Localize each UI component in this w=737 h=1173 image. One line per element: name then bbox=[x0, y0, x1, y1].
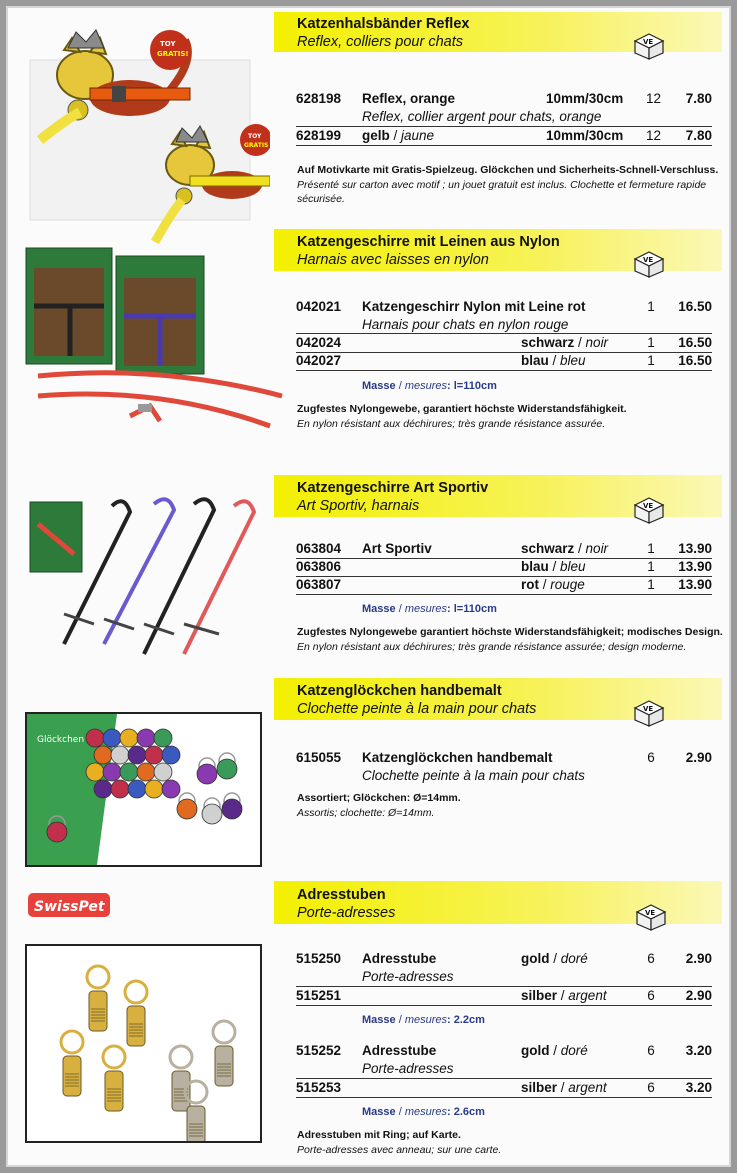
description-de: Auf Motivkarte mit Gratis-Spielzeug. Glöckchen und Sicherheits-Schnell-Verschluss. bbox=[297, 164, 719, 176]
bell bbox=[120, 763, 138, 781]
description-de: Adresstuben mit Ring; auf Karte. bbox=[297, 1129, 461, 1141]
bell bbox=[128, 746, 146, 764]
tube-ring bbox=[170, 1046, 192, 1068]
product-price: 13.90 bbox=[678, 577, 712, 592]
product-price: 13.90 bbox=[678, 559, 712, 574]
product-color: gold / doré bbox=[521, 951, 588, 966]
description-fr: Présenté sur carton avec motif ; un jouet gratuit est inclus. Clochette et fermeture rapide sécurisée. bbox=[297, 178, 707, 205]
reflex-collar-image bbox=[20, 20, 270, 245]
product-qty: 12 bbox=[646, 128, 662, 143]
description-de: Zugfestes Nylongewebe garantiert höchste Widerstandsfähigkeit; modisches Design. bbox=[297, 626, 723, 638]
section-description bbox=[297, 625, 727, 654]
description-fr: En nylon résistant aux déchirures; très grande résistance assurée. bbox=[297, 417, 606, 430]
section-title-de: Katzengeschirre Art Sportiv bbox=[297, 480, 489, 496]
product-qty: 1 bbox=[647, 299, 655, 314]
product-color: blau / bleu bbox=[521, 559, 586, 574]
product-qty: 1 bbox=[647, 353, 655, 368]
product-name-fr: Clochette peinte à la main pour chats bbox=[362, 768, 585, 783]
description-fr: Porte-adresses avec anneau; sur une carte. bbox=[297, 1143, 502, 1156]
bell bbox=[47, 822, 67, 842]
product-qty: 1 bbox=[647, 577, 655, 592]
product-qty: 6 bbox=[647, 988, 655, 1003]
bell bbox=[154, 763, 172, 781]
ve-box-icon bbox=[634, 902, 668, 932]
product-qty: 6 bbox=[647, 750, 655, 765]
row-divider bbox=[296, 1005, 712, 1006]
product-color: rot / rouge bbox=[521, 577, 585, 592]
address-tube bbox=[63, 1056, 81, 1096]
bell bbox=[197, 764, 217, 784]
section-title-de: Adresstuben bbox=[297, 887, 386, 903]
product-color: gold / doré bbox=[521, 1043, 588, 1058]
svg-text:TOY: TOY bbox=[248, 133, 262, 140]
product-size: 10mm/30cm bbox=[546, 128, 624, 143]
bell bbox=[103, 763, 121, 781]
row-divider bbox=[296, 1097, 712, 1098]
bells-card-label: Glöckchen bbox=[37, 735, 85, 745]
product-price: 2.90 bbox=[685, 988, 712, 1003]
address-tubes-image bbox=[25, 944, 262, 1143]
bell bbox=[145, 780, 163, 798]
description-de: Zugfestes Nylongewebe, garantiert höchste Widerstandsfähigkeit. bbox=[297, 403, 627, 415]
svg-text:TOY: TOY bbox=[160, 40, 176, 48]
bell bbox=[128, 780, 146, 798]
section-description bbox=[297, 402, 727, 431]
product-name-fr: Porte-adresses bbox=[362, 1061, 454, 1076]
product-name-fr: Porte-adresses bbox=[362, 969, 454, 984]
ve-box-icon bbox=[632, 249, 666, 279]
svg-text:SwissPet: SwissPet bbox=[34, 899, 105, 915]
bell bbox=[86, 729, 104, 747]
product-price: 2.90 bbox=[685, 750, 712, 765]
product-name-fr: Harnais pour chats en nylon rouge bbox=[362, 317, 569, 332]
description-fr: Assortis; clochette: Ø=14mm. bbox=[297, 806, 435, 819]
bell bbox=[217, 759, 237, 779]
product-price: 16.50 bbox=[678, 353, 712, 368]
tube-ring bbox=[103, 1046, 125, 1068]
product-name: Adresstube bbox=[362, 951, 437, 966]
row-divider bbox=[296, 333, 712, 334]
bells-image bbox=[25, 712, 262, 867]
bell bbox=[162, 746, 180, 764]
article-number: 042027 bbox=[296, 353, 342, 368]
svg-text:VE: VE bbox=[645, 909, 656, 917]
ve-box-icon bbox=[632, 698, 666, 728]
dimensions-note: Masse / mesures: l=110cm bbox=[362, 380, 497, 392]
svg-text:VE: VE bbox=[643, 502, 654, 510]
bell bbox=[137, 763, 155, 781]
tube-ring bbox=[125, 981, 147, 1003]
product-price: 16.50 bbox=[678, 335, 712, 350]
row-divider bbox=[296, 594, 712, 595]
product-name: Art Sportiv bbox=[362, 541, 432, 556]
product-color: schwarz / noir bbox=[521, 541, 609, 556]
sportiv-harness-image bbox=[24, 494, 264, 669]
product-name: Reflex, orange bbox=[362, 91, 456, 106]
product-price: 2.90 bbox=[685, 951, 712, 966]
article-number: 628198 bbox=[296, 91, 342, 106]
svg-text:VE: VE bbox=[643, 256, 654, 264]
article-number: 515252 bbox=[296, 1043, 342, 1058]
dimensions-note: Masse / mesures: 2.6cm bbox=[362, 1106, 485, 1118]
address-tube bbox=[127, 1006, 145, 1046]
address-tube bbox=[89, 991, 107, 1031]
product-qty: 1 bbox=[647, 541, 655, 556]
bell bbox=[222, 799, 242, 819]
section-description bbox=[297, 163, 727, 207]
product-name: Katzengeschirr Nylon mit Leine rot bbox=[362, 299, 586, 314]
section-title-fr: Harnais avec laisses en nylon bbox=[297, 252, 489, 268]
bell bbox=[145, 746, 163, 764]
article-number: 628199 bbox=[296, 128, 342, 143]
article-number: 063807 bbox=[296, 577, 342, 592]
tube-ring bbox=[213, 1021, 235, 1043]
row-divider bbox=[296, 145, 712, 146]
product-color: silber / argent bbox=[521, 1080, 607, 1095]
svg-text:GRATIS!: GRATIS! bbox=[157, 50, 189, 58]
product-qty: 12 bbox=[646, 91, 662, 106]
svg-text:GRATIS: GRATIS bbox=[244, 142, 269, 149]
product-color: silber / argent bbox=[521, 988, 607, 1003]
description-de: Assortiert; Glöckchen: Ø=14mm. bbox=[297, 792, 461, 804]
product-price: 7.80 bbox=[685, 128, 712, 143]
bell bbox=[111, 780, 129, 798]
section-title-de: Katzengeschirre mit Leinen aus Nylon bbox=[297, 234, 560, 250]
ve-box-icon bbox=[632, 31, 666, 61]
product-qty: 1 bbox=[647, 559, 655, 574]
article-number: 515250 bbox=[296, 951, 342, 966]
ve-box-icon bbox=[632, 495, 666, 525]
bell bbox=[202, 804, 222, 824]
dimensions-note: Masse / mesures: l=110cm bbox=[362, 603, 497, 615]
section-description bbox=[297, 1128, 727, 1157]
product-price: 7.80 bbox=[685, 91, 712, 106]
bell bbox=[177, 799, 197, 819]
tube-ring bbox=[61, 1031, 83, 1053]
dimensions-note: Masse / mesures: 2.2cm bbox=[362, 1014, 485, 1026]
bell bbox=[103, 729, 121, 747]
section-title-fr: Reflex, colliers pour chats bbox=[297, 34, 464, 50]
bell bbox=[154, 729, 172, 747]
address-tube bbox=[215, 1046, 233, 1086]
bell bbox=[162, 780, 180, 798]
product-price: 3.20 bbox=[685, 1043, 712, 1058]
product-name-fr: Reflex, collier argent pour chats, orange bbox=[362, 109, 602, 124]
product-qty: 6 bbox=[647, 951, 655, 966]
bell bbox=[86, 763, 104, 781]
bell bbox=[120, 729, 138, 747]
svg-text:VE: VE bbox=[643, 705, 654, 713]
product-qty: 1 bbox=[647, 335, 655, 350]
article-number: 063804 bbox=[296, 541, 342, 556]
bell bbox=[137, 729, 155, 747]
article-number: 042024 bbox=[296, 335, 342, 350]
catalog-page bbox=[6, 6, 731, 1167]
product-color: blau / bleu bbox=[521, 353, 586, 368]
product-qty: 6 bbox=[647, 1043, 655, 1058]
address-tube bbox=[105, 1071, 123, 1111]
bell bbox=[111, 746, 129, 764]
row-divider bbox=[296, 126, 712, 127]
section-description bbox=[297, 791, 727, 820]
product-qty: 6 bbox=[647, 1080, 655, 1095]
article-number: 615055 bbox=[296, 750, 342, 765]
row-divider bbox=[296, 986, 712, 987]
product-color: schwarz / noir bbox=[521, 335, 609, 350]
product-price: 3.20 bbox=[685, 1080, 712, 1095]
article-number: 515251 bbox=[296, 988, 342, 1003]
product-name: Adresstube bbox=[362, 1043, 437, 1058]
product-name: Katzenglöckchen handbemalt bbox=[362, 750, 553, 765]
section-title-de: Katzenhalsbänder Reflex bbox=[297, 16, 470, 32]
description-fr: En nylon résistant aux déchirures; très grande résistance assurée; design moderne. bbox=[297, 640, 687, 653]
section-title-fr: Art Sportiv, harnais bbox=[297, 498, 420, 514]
article-number: 042021 bbox=[296, 299, 342, 314]
svg-text:VE: VE bbox=[643, 38, 654, 46]
section-title-fr: Porte-adresses bbox=[297, 905, 396, 921]
product-price: 13.90 bbox=[678, 541, 712, 556]
product-size: 10mm/30cm bbox=[546, 91, 624, 106]
bell bbox=[94, 746, 112, 764]
bell bbox=[94, 780, 112, 798]
row-divider bbox=[296, 1078, 712, 1079]
swisspet-logo bbox=[26, 890, 112, 920]
article-number: 515253 bbox=[296, 1080, 342, 1095]
product-color: gelb / jaune bbox=[362, 128, 435, 143]
row-divider bbox=[296, 370, 712, 371]
address-tube bbox=[172, 1071, 190, 1111]
product-price: 16.50 bbox=[678, 299, 712, 314]
article-number: 063806 bbox=[296, 559, 342, 574]
section-title-fr: Clochette peinte à la main pour chats bbox=[297, 701, 537, 717]
tube-ring bbox=[87, 966, 109, 988]
section-title-de: Katzenglöckchen handbemalt bbox=[297, 683, 502, 699]
nylon-harness-image bbox=[20, 246, 290, 446]
